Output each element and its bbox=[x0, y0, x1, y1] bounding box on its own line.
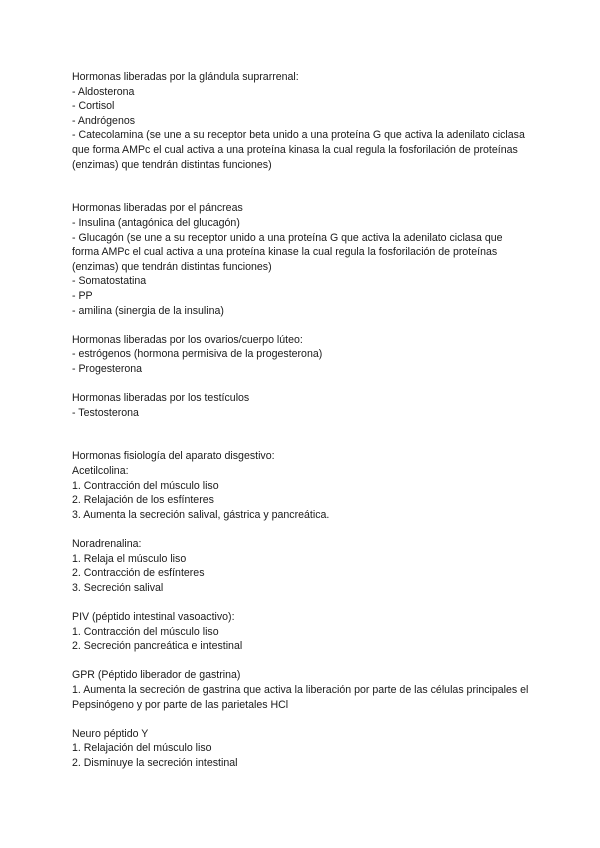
list-item: - Insulina (antagónica del glucagón) bbox=[72, 216, 240, 229]
list-item: 2. Contracción de esfínteres bbox=[72, 567, 205, 580]
section-ovarios bbox=[72, 333, 532, 377]
list-item: - Andrógenos bbox=[72, 114, 136, 127]
spacer bbox=[72, 318, 532, 333]
list-item: 1. Relaja el músculo liso bbox=[72, 552, 187, 565]
list-item: 1. Contracción del músculo liso bbox=[72, 479, 219, 492]
section-title: Noradrenalina: bbox=[72, 538, 142, 550]
list-item: - PP bbox=[72, 289, 93, 302]
section-title: GPR (Péptido liberador de gastrina) bbox=[72, 669, 241, 682]
list-item: 1. Contracción del músculo liso bbox=[72, 625, 219, 638]
list-item: - Progesterona bbox=[72, 362, 143, 375]
section-title: Hormonas liberadas por el páncreas bbox=[72, 202, 243, 215]
list-item: - Aldosterona bbox=[72, 85, 135, 98]
section-digestivo bbox=[72, 449, 532, 522]
spacer bbox=[72, 595, 532, 610]
list-item: - Somatostatina bbox=[72, 275, 147, 288]
spacer bbox=[72, 376, 532, 391]
spacer bbox=[72, 522, 532, 537]
list-item: - Catecolamina (se une a su receptor beta unido a una proteína G que activa la adenilato ciclasa que forma AMPc el cual activa a una proteína kinasa la cual regula la fosforilación de proteínas (enzimas) que tendrán distintas funciones) bbox=[72, 129, 525, 171]
section-pancreas bbox=[72, 201, 532, 318]
section-suprarrenal bbox=[72, 70, 532, 172]
document-content bbox=[72, 70, 532, 771]
spacer bbox=[72, 654, 532, 669]
section-title: Hormonas liberadas por la glándula suprarrenal: bbox=[72, 71, 299, 83]
list-item: - estrógenos (hormona permisiva de la progesterona) bbox=[72, 348, 323, 361]
list-item: 3. Secreción salival bbox=[72, 581, 164, 594]
section-noradrenalina bbox=[72, 537, 532, 595]
spacer bbox=[72, 420, 532, 449]
section-title: Hormonas liberadas por los testículos bbox=[72, 392, 250, 405]
list-item: - Testosterona bbox=[72, 406, 139, 419]
section-testiculos bbox=[72, 391, 532, 420]
section-title: Hormonas liberadas por los ovarios/cuerpo lúteo: bbox=[72, 333, 303, 346]
list-item: 2. Disminuye la secreción intestinal bbox=[72, 756, 238, 769]
list-item: 1. Relajación del músculo liso bbox=[72, 742, 212, 755]
section-neuropeptido-y bbox=[72, 727, 532, 771]
spacer bbox=[72, 172, 532, 201]
list-item: 3. Aumenta la secreción salival, gástrica y pancreática. bbox=[72, 508, 330, 521]
section-piv bbox=[72, 610, 532, 654]
list-item: 2. Relajación de los esfínteres bbox=[72, 494, 214, 507]
section-gpr bbox=[72, 668, 532, 712]
list-item: Acetilcolina: bbox=[72, 465, 129, 478]
list-item: - Glucagón (se une a su receptor unido a una proteína G que activa la adenilato ciclasa que forma AMPc el cual activa a una proteína kinase la cual regula la fosforilación de proteínas (enzimas) que tendrán distintas funciones) bbox=[72, 231, 503, 273]
spacer bbox=[72, 712, 532, 727]
section-title: PIV (péptido intestinal vasoactivo): bbox=[72, 610, 235, 623]
section-title: Hormonas fisiología del aparato disgestivo: bbox=[72, 450, 275, 463]
list-item: 1. Aumenta la secreción de gastrina que activa la liberación por parte de las células principales el Pepsinógeno y por parte de las parietales HCl bbox=[72, 683, 529, 711]
list-item: - Cortisol bbox=[72, 100, 115, 113]
section-title: Neuro péptido Y bbox=[72, 727, 149, 740]
list-item: - amilina (sinergia de la insulina) bbox=[72, 304, 224, 317]
list-item: 2. Secreción pancreática e intestinal bbox=[72, 640, 243, 653]
